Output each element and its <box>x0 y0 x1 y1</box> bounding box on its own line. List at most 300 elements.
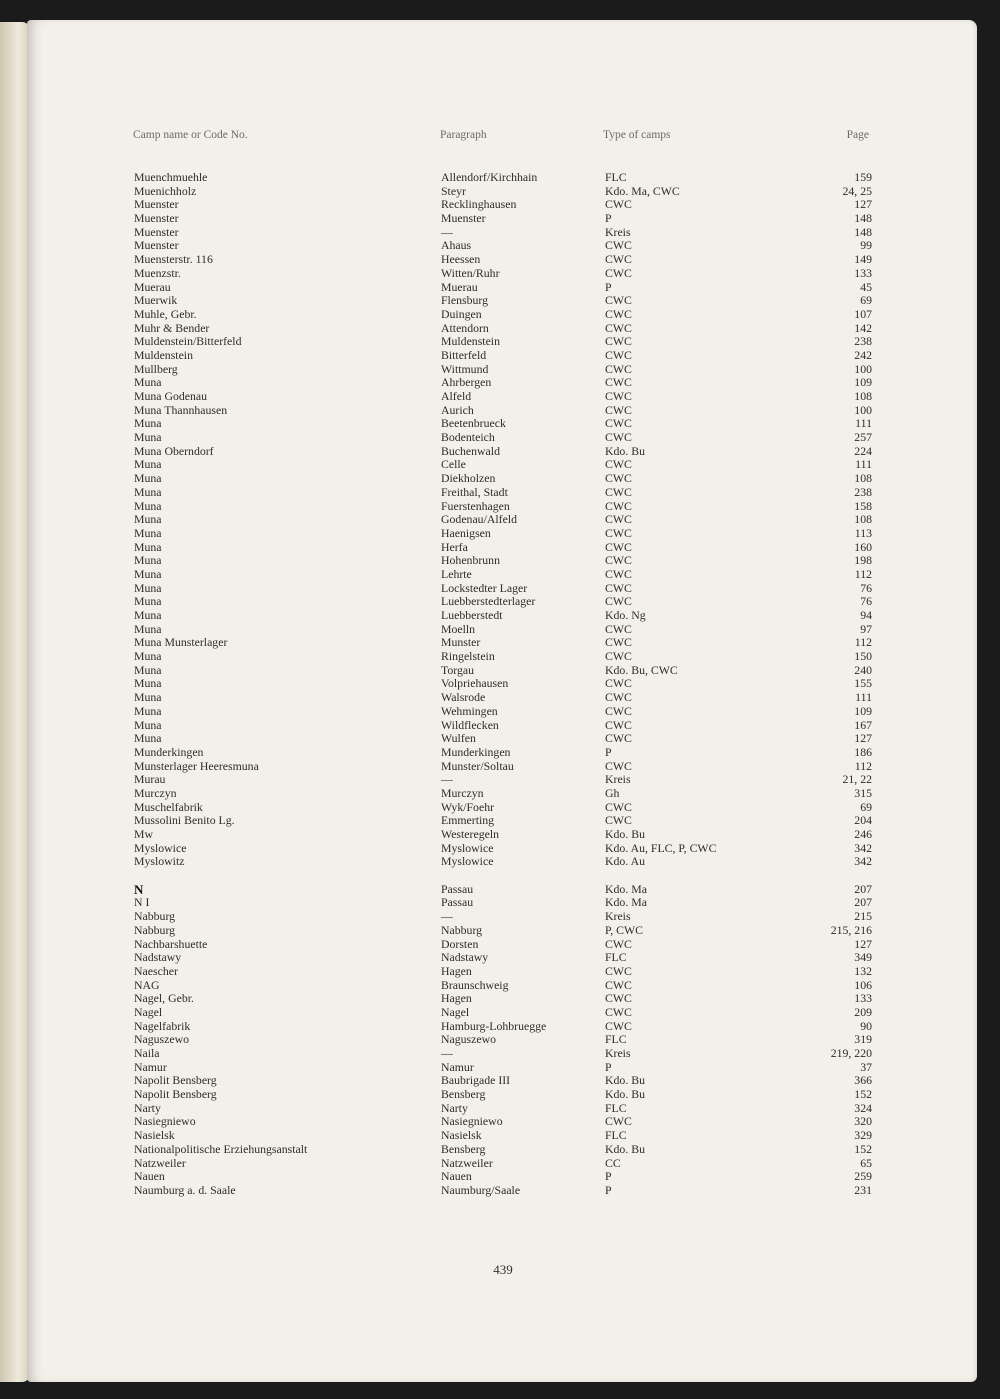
page-ref-cell: 167 <box>854 717 872 732</box>
camp-type-cell: CWC <box>605 238 632 253</box>
table-row <box>0 212 1000 226</box>
table-row <box>0 1129 1000 1143</box>
paragraph-cell: Ahaus <box>441 238 472 253</box>
camp-type-cell: P <box>605 1059 612 1074</box>
camp-name-cell: Muna <box>134 539 162 554</box>
paragraph-cell: Muerau <box>441 279 478 294</box>
table-row <box>0 842 1000 856</box>
page-ref-cell: 324 <box>854 1100 872 1115</box>
table-row <box>0 390 1000 404</box>
camp-name-cell: Naila <box>134 1046 160 1060</box>
camp-type-cell: CWC <box>605 936 632 951</box>
paragraph-cell: Herfa <box>441 539 468 554</box>
camp-name-cell: Muenichholz <box>134 183 197 198</box>
camp-type-cell: Kdo. Bu <box>605 443 645 458</box>
table-row <box>0 924 1000 938</box>
page-ref-cell: 319 <box>854 1032 872 1047</box>
paragraph-cell: Passau <box>441 881 474 896</box>
table-row <box>0 527 1000 541</box>
table-row <box>0 1088 1000 1102</box>
camp-type-cell: CWC <box>605 252 632 267</box>
camp-type-cell: P <box>605 211 612 226</box>
paragraph-cell: Munderkingen <box>441 744 511 759</box>
page-ref-cell: 133 <box>854 265 872 280</box>
header-camp-name: Camp name or Code No. <box>133 129 248 141</box>
page-ref-cell: 127 <box>854 731 872 746</box>
page-ref-cell: 204 <box>854 813 872 828</box>
paragraph-cell: Nasielsk <box>441 1128 482 1143</box>
paragraph-cell: Wehmingen <box>441 703 498 718</box>
table-row <box>0 1047 1000 1061</box>
camp-name-cell: Murau <box>134 772 166 787</box>
page-ref-cell: 152 <box>854 1141 872 1156</box>
camp-type-cell: CWC <box>605 361 632 376</box>
paragraph-cell: Narty <box>441 1100 468 1115</box>
camp-name-cell: N I <box>134 895 150 910</box>
page-ref-cell: 240 <box>854 662 872 677</box>
camp-type-cell: CWC <box>605 334 632 349</box>
paragraph-cell: — <box>441 1046 453 1060</box>
camp-type-cell: Kdo. Au, FLC, P, CWC <box>605 840 717 855</box>
camp-name-cell: Nabburg <box>134 922 176 937</box>
paragraph-cell: Wulfen <box>441 731 476 746</box>
camp-type-cell: CWC <box>605 306 632 321</box>
header-paragraph: Paragraph <box>440 129 487 141</box>
camp-type-cell: CWC <box>605 580 632 595</box>
page-ref-cell: 90 <box>860 1018 872 1033</box>
page-ref-cell: 158 <box>854 498 872 513</box>
paragraph-cell: Haenigsen <box>441 525 491 540</box>
camp-type-cell: CWC <box>605 731 632 746</box>
paragraph-cell: Attendorn <box>441 320 489 335</box>
page-ref-cell: 231 <box>854 1182 872 1197</box>
table-row <box>0 281 1000 295</box>
page-ref-cell: 342 <box>854 854 872 869</box>
camp-name-cell: Muldenstein <box>134 347 193 362</box>
paragraph-cell: Muenster <box>441 211 486 226</box>
table-row <box>0 719 1000 733</box>
paragraph-cell: Recklinghausen <box>441 197 517 212</box>
camp-name-cell: Namur <box>134 1059 167 1074</box>
camp-name-cell: NAG <box>134 977 160 992</box>
table-row <box>0 732 1000 746</box>
page-ref-cell: 107 <box>854 306 872 321</box>
camp-type-cell: Kreis <box>605 772 631 787</box>
table-row <box>0 801 1000 815</box>
page-ref-cell: 108 <box>854 389 872 403</box>
paragraph-cell: Flensburg <box>441 293 488 308</box>
paragraph-cell: Torgau <box>441 662 475 677</box>
paragraph-cell: Hagen <box>441 963 472 978</box>
camp-name-cell: Narty <box>134 1100 161 1115</box>
camp-type-cell: CWC <box>605 457 632 472</box>
camp-name-cell: Nauen <box>134 1169 165 1184</box>
table-row <box>0 171 1000 185</box>
page-ref-cell: 132 <box>854 963 872 978</box>
camp-name-cell: Muna <box>134 484 162 499</box>
camp-type-cell: P, CWC <box>605 922 644 937</box>
camp-type-cell: CWC <box>605 703 632 718</box>
paragraph-cell: Naumburg/Saale <box>441 1182 521 1197</box>
page-ref-cell: 148 <box>854 224 872 239</box>
page-ref-cell: 76 <box>860 594 872 609</box>
table-row <box>0 445 1000 459</box>
camp-type-cell: CWC <box>605 320 632 335</box>
camp-type-cell: CWC <box>605 566 632 581</box>
page-ref-cell: 142 <box>854 320 872 335</box>
page-ref-cell: 127 <box>854 197 872 212</box>
table-row <box>0 636 1000 650</box>
table-row <box>0 883 1000 897</box>
camp-type-cell: CWC <box>605 484 632 499</box>
page-ref-cell: 186 <box>854 744 872 759</box>
table-row <box>0 1170 1000 1184</box>
camp-type-cell: CWC <box>605 375 632 390</box>
camp-name-cell: Muenchmuehle <box>134 170 208 184</box>
camp-type-cell: CWC <box>605 539 632 554</box>
camp-name-cell: Muerau <box>134 279 171 294</box>
page-ref-cell: 349 <box>854 950 872 965</box>
table-row <box>0 1006 1000 1020</box>
camp-type-cell: CWC <box>605 621 632 636</box>
camp-type-cell: CWC <box>605 635 632 650</box>
paragraph-cell: Hamburg-Lohbruegge <box>441 1018 547 1033</box>
camp-name-cell: Muna <box>134 608 162 622</box>
table-row <box>0 404 1000 418</box>
camp-name-cell: Muschelfabrik <box>134 799 203 814</box>
camp-name-cell: Muna <box>134 525 162 540</box>
paragraph-cell: Moelln <box>441 621 476 636</box>
paragraph-cell: Natzweiler <box>441 1155 493 1170</box>
table-row <box>0 938 1000 952</box>
table-row <box>0 582 1000 596</box>
camp-name-cell: Myslowitz <box>134 854 185 869</box>
camp-type-cell: P <box>605 1169 612 1184</box>
page-ref-cell: 133 <box>854 991 872 1006</box>
camp-index-table <box>0 171 1000 1198</box>
paragraph-cell: Celle <box>441 457 466 472</box>
camp-name-cell: Munsterlager Heeresmuna <box>134 758 259 773</box>
table-row <box>0 705 1000 719</box>
table-row <box>0 650 1000 664</box>
table-row <box>0 623 1000 637</box>
table-row <box>0 335 1000 349</box>
camp-type-cell: CC <box>605 1155 621 1170</box>
page-ref-cell: 106 <box>854 977 872 992</box>
table-row <box>0 1033 1000 1047</box>
paragraph-cell: Emmerting <box>441 813 495 828</box>
paragraph-cell: Bensberg <box>441 1141 486 1156</box>
page-ref-cell: 127 <box>854 936 872 951</box>
camp-type-cell: Kreis <box>605 224 631 239</box>
camp-type-cell: FLC <box>605 950 627 965</box>
table-row <box>0 417 1000 431</box>
page-ref-cell: 45 <box>860 279 872 294</box>
camp-type-cell: CWC <box>605 1114 632 1129</box>
table-row <box>0 267 1000 281</box>
page-ref-cell: 94 <box>860 608 872 622</box>
camp-type-cell: FLC <box>605 1100 627 1115</box>
paragraph-cell: Bensberg <box>441 1087 486 1102</box>
page-ref-cell: 111 <box>855 457 872 472</box>
paragraph-cell: Dorsten <box>441 936 479 951</box>
paragraph-cell: Hohenbrunn <box>441 553 500 568</box>
table-row <box>0 773 1000 787</box>
paragraph-cell: Buchenwald <box>441 443 500 458</box>
paragraph-cell: Ahrbergen <box>441 375 492 390</box>
paragraph-cell: Freithal, Stadt <box>441 484 508 499</box>
camp-name-cell: Muna <box>134 594 162 609</box>
page-ref-cell: 24, 25 <box>842 183 872 198</box>
camp-name-cell: Nadstawy <box>134 950 182 965</box>
camp-name-cell: Muna <box>134 375 162 390</box>
paragraph-cell: Luebberstedt <box>441 608 503 622</box>
table-row <box>0 910 1000 924</box>
table-row <box>0 349 1000 363</box>
paragraph-cell: Ringelstein <box>441 649 495 664</box>
page-ref-cell: 148 <box>854 211 872 226</box>
table-row <box>0 198 1000 212</box>
page-ref-cell: 113 <box>854 525 872 540</box>
table-row <box>0 294 1000 308</box>
table-row <box>0 308 1000 322</box>
camp-type-cell: Kdo. Ma <box>605 881 647 896</box>
camp-name-cell: Muna Godenau <box>134 389 208 403</box>
camp-name-cell: Nagelfabrik <box>134 1018 191 1033</box>
table-row <box>0 896 1000 910</box>
camp-type-cell: CWC <box>605 293 632 308</box>
camp-type-cell: FLC <box>605 1032 627 1047</box>
table-row <box>0 992 1000 1006</box>
table-row <box>0 1157 1000 1171</box>
page-ref-cell: 259 <box>854 1169 872 1184</box>
camp-name-cell: Muensterstr. 116 <box>134 252 213 267</box>
camp-name-cell: Mussolini Benito Lg. <box>134 813 235 828</box>
page-ref-cell: 150 <box>854 649 872 664</box>
page-ref-cell: 159 <box>854 170 872 184</box>
camp-name-cell: Muna <box>134 703 162 718</box>
paragraph-cell: Myslowice <box>441 854 494 869</box>
camp-name-cell: Muna Thannhausen <box>134 402 228 417</box>
table-row <box>0 472 1000 486</box>
paragraph-cell: Lockstedter Lager <box>441 580 528 595</box>
paragraph-cell: Nadstawy <box>441 950 489 965</box>
camp-name-cell: Napolit Bensberg <box>134 1087 217 1102</box>
paragraph-cell: Naguszewo <box>441 1032 497 1047</box>
camp-type-cell: Kdo. Bu, CWC <box>605 662 678 677</box>
paragraph-cell: Witten/Ruhr <box>441 265 500 280</box>
camp-type-cell: FLC <box>605 1128 627 1143</box>
page-ref-cell: 155 <box>854 676 872 691</box>
camp-type-cell: CWC <box>605 512 632 527</box>
page-ref-cell: 366 <box>854 1073 872 1088</box>
camp-name-cell: Muna <box>134 731 162 746</box>
camp-type-cell: P <box>605 744 612 759</box>
table-row <box>0 322 1000 336</box>
camp-name-cell: Mw <box>134 827 154 841</box>
paragraph-cell: Luebberstedterlager <box>441 594 536 609</box>
camp-type-cell: CWC <box>605 416 632 431</box>
paragraph-cell: Duingen <box>441 306 482 321</box>
camp-name-cell: Muna <box>134 676 162 691</box>
table-row <box>0 787 1000 801</box>
page-ref-cell: 149 <box>854 252 872 267</box>
table-row <box>0 541 1000 555</box>
table-row <box>0 1074 1000 1088</box>
page-ref-cell: 112 <box>854 635 872 650</box>
camp-type-cell: CWC <box>605 963 632 978</box>
page-number: 439 <box>493 1262 513 1277</box>
camp-name-cell: Naguszewo <box>134 1032 190 1047</box>
page-ref-cell: 257 <box>854 430 872 445</box>
table-row <box>0 1061 1000 1075</box>
paragraph-cell: Wittmund <box>441 361 489 376</box>
paragraph-cell: Alfeld <box>441 389 472 403</box>
table-row <box>0 431 1000 445</box>
table-row <box>0 595 1000 609</box>
camp-name-cell: Muenster <box>134 197 179 212</box>
page-ref-cell: 209 <box>854 1004 872 1019</box>
camp-type-cell: CWC <box>605 813 632 828</box>
camp-type-cell: Kdo. Au <box>605 854 645 869</box>
camp-name-cell: Muna <box>134 416 162 431</box>
paragraph-cell: Bitterfeld <box>441 347 487 362</box>
camp-name-cell: Muna <box>134 471 162 486</box>
camp-type-cell: Gh <box>605 785 620 800</box>
camp-type-cell: CWC <box>605 758 632 773</box>
paragraph-cell: Godenau/Alfeld <box>441 512 518 527</box>
camp-name-cell: Muna <box>134 512 162 527</box>
camp-name-cell: Naumburg a. d. Saale <box>134 1182 236 1197</box>
table-row <box>0 814 1000 828</box>
page-ref-cell: 108 <box>854 512 872 527</box>
page-ref-cell: 69 <box>860 799 872 814</box>
table-row <box>0 1102 1000 1116</box>
page-ref-cell: 111 <box>855 690 872 705</box>
camp-type-cell: CWC <box>605 430 632 445</box>
camp-name-cell: Muenster <box>134 238 179 253</box>
paragraph-cell: — <box>441 224 453 239</box>
camp-name-cell: Muldenstein/Bitterfeld <box>134 334 242 349</box>
paragraph-cell: Munster <box>441 635 481 650</box>
page-ref-cell: 246 <box>854 827 872 841</box>
paragraph-cell: Baubrigade III <box>441 1073 511 1088</box>
paragraph-cell: Nagel <box>441 1004 470 1019</box>
page-ref-cell: 111 <box>855 416 872 431</box>
table-row <box>0 677 1000 691</box>
camp-type-cell: Kdo. Bu <box>605 1141 645 1156</box>
page-ref-cell: 215 <box>854 909 872 924</box>
camp-type-cell: Kdo. Ma <box>605 895 647 910</box>
camp-name-cell: N <box>134 881 144 897</box>
camp-type-cell: Kreis <box>605 1046 631 1060</box>
camp-type-cell: CWC <box>605 498 632 513</box>
table-row <box>0 500 1000 514</box>
camp-name-cell: Muna Oberndorf <box>134 443 214 458</box>
paragraph-cell: Myslowice <box>441 840 494 855</box>
page-ref-cell: 238 <box>854 484 872 499</box>
camp-name-cell: Muna <box>134 621 162 636</box>
page-ref-cell: 315 <box>854 785 872 800</box>
page-ref-cell: 152 <box>854 1087 872 1102</box>
table-row <box>0 979 1000 993</box>
page-ref-cell: 224 <box>854 443 872 458</box>
paragraph-cell: Aurich <box>441 402 474 417</box>
paragraph-cell: Allendorf/Kirchhain <box>441 170 538 184</box>
camp-type-cell: Kdo. Bu <box>605 827 645 841</box>
page-ref-cell: 109 <box>854 703 872 718</box>
camp-name-cell: Nagel <box>134 1004 163 1019</box>
page-ref-cell: 65 <box>860 1155 872 1170</box>
paragraph-cell: Braunschweig <box>441 977 509 992</box>
paragraph-cell: Westeregeln <box>441 827 500 841</box>
table-row <box>0 965 1000 979</box>
page-ref-cell: 112 <box>854 758 872 773</box>
camp-type-cell: CWC <box>605 402 632 417</box>
camp-name-cell: Muhle, Gebr. <box>134 306 197 321</box>
camp-name-cell: Munderkingen <box>134 744 204 759</box>
camp-type-cell: Kreis <box>605 909 631 924</box>
camp-type-cell: CWC <box>605 649 632 664</box>
table-row <box>0 568 1000 582</box>
paragraph-cell: Muldenstein <box>441 334 500 349</box>
camp-type-cell: P <box>605 1182 612 1197</box>
camp-name-cell: Muna <box>134 580 162 595</box>
camp-name-cell: Nachbarshuette <box>134 936 208 951</box>
table-row <box>0 513 1000 527</box>
table-row <box>0 376 1000 390</box>
camp-name-cell: Muna <box>134 566 162 581</box>
paragraph-cell: Walsrode <box>441 690 486 705</box>
camp-name-cell: Murczyn <box>134 785 177 800</box>
camp-type-cell: CWC <box>605 594 632 609</box>
table-row <box>0 609 1000 623</box>
camp-name-cell: Muna <box>134 430 162 445</box>
header-type: Type of camps <box>603 129 671 141</box>
paragraph-cell: Bodenteich <box>441 430 495 445</box>
paragraph-cell: Wyk/Foehr <box>441 799 495 814</box>
table-row <box>0 1020 1000 1034</box>
table-row <box>0 458 1000 472</box>
page-ref-cell: 100 <box>854 361 872 376</box>
page-ref-cell: 215, 216 <box>830 922 872 937</box>
camp-type-cell: CWC <box>605 676 632 691</box>
camp-name-cell: Naescher <box>134 963 178 978</box>
table-row <box>0 226 1000 240</box>
table-row <box>0 239 1000 253</box>
camp-name-cell: Muenster <box>134 211 179 226</box>
page-ref-cell: 99 <box>860 238 872 253</box>
camp-type-cell: CWC <box>605 1004 632 1019</box>
camp-name-cell: Natzweiler <box>134 1155 186 1170</box>
paragraph-cell: Diekholzen <box>441 471 496 486</box>
paragraph-cell: — <box>441 772 453 787</box>
camp-name-cell: Muna <box>134 662 162 677</box>
camp-name-cell: Napolit Bensberg <box>134 1073 217 1088</box>
page-ref-cell: 109 <box>854 375 872 390</box>
camp-type-cell: CWC <box>605 265 632 280</box>
page-ref-cell: 219, 220 <box>830 1046 872 1060</box>
paragraph-cell: Fuerstenhagen <box>441 498 510 513</box>
camp-name-cell: Muna <box>134 457 162 472</box>
table-row <box>0 1143 1000 1157</box>
camp-type-cell: CWC <box>605 977 632 992</box>
paragraph-cell: Namur <box>441 1059 474 1074</box>
camp-name-cell: Nagel, Gebr. <box>134 991 194 1006</box>
paragraph-cell: Volpriehausen <box>441 676 509 691</box>
table-row <box>0 1115 1000 1129</box>
page-ref-cell: 108 <box>854 471 872 486</box>
